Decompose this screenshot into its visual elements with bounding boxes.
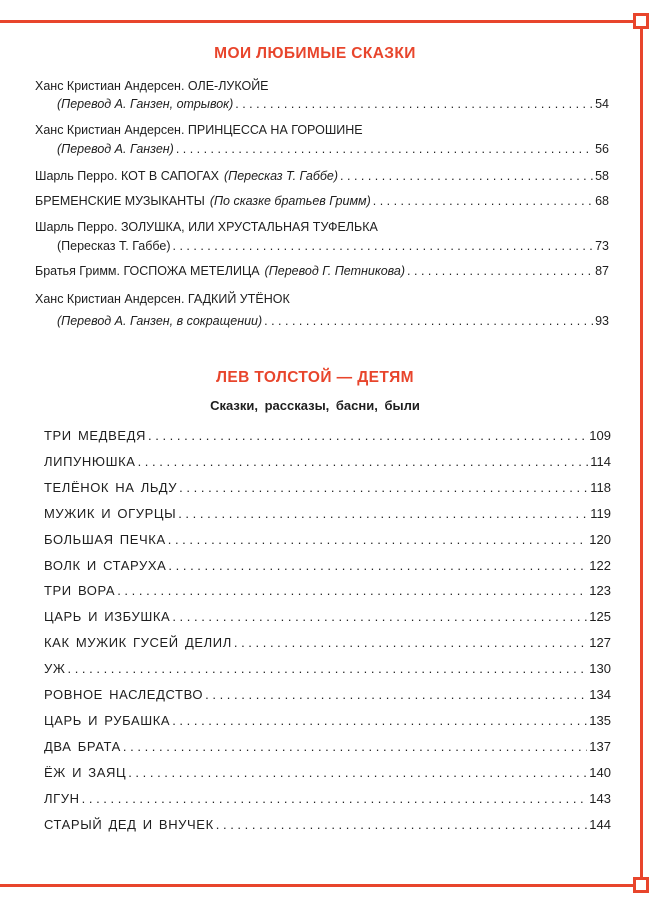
entry-title: БОЛЬШАЯ ПЕЧКА bbox=[44, 531, 166, 547]
entry-title: ЛГУН bbox=[44, 790, 80, 806]
entry-title: УЖ bbox=[44, 661, 66, 677]
leader-dots bbox=[168, 532, 588, 548]
entry-note: (Перевод А. Ганзен) bbox=[57, 142, 174, 156]
entry-title: Шарль Перро. КОТ В САПОГАХ bbox=[35, 169, 219, 183]
entry-title: Шарль Перро. ЗОЛУШКА, ИЛИ ХРУСТАЛЬНАЯ ТУФЕЛЬКА bbox=[35, 220, 378, 234]
toc-entry[interactable] bbox=[44, 687, 611, 703]
entry-title: ТЕЛЁНОК НА ЛЬДУ bbox=[44, 479, 178, 495]
page-number: 135 bbox=[589, 712, 611, 728]
frame-right-border bbox=[640, 20, 643, 884]
leader-dots bbox=[172, 713, 587, 729]
page-number: 143 bbox=[589, 790, 611, 806]
section-subtitle: Сказки, рассказы, басни, были bbox=[210, 398, 420, 413]
leader-dots bbox=[168, 558, 587, 574]
leader-dots bbox=[82, 791, 588, 807]
page-number: 134 bbox=[589, 687, 611, 702]
leader-dots bbox=[216, 817, 588, 833]
page-number: 56 bbox=[595, 142, 609, 156]
entry-note: (Перевод А. Ганзен, в сокращении) bbox=[57, 314, 263, 328]
page-number: 58 bbox=[595, 169, 609, 183]
section-title-tolstoy: ЛЕВ ТОЛСТОЙ — ДЕТЯМ bbox=[216, 369, 414, 386]
toc-entry[interactable] bbox=[44, 558, 611, 574]
toc-entry[interactable] bbox=[44, 791, 611, 807]
entry-note: (Перевод Г. Петникова) bbox=[264, 264, 406, 278]
leader-dots bbox=[407, 263, 593, 279]
page-number: 87 bbox=[595, 264, 609, 278]
page-number: 120 bbox=[589, 531, 611, 547]
entry-title: БРЕМЕНСКИЕ МУЗЫКАНТЫ bbox=[35, 194, 205, 208]
toc-entry[interactable] bbox=[44, 454, 611, 470]
toc-entry[interactable] bbox=[44, 480, 611, 496]
toc-entry[interactable] bbox=[44, 765, 611, 781]
frame-bottom-border bbox=[0, 884, 643, 887]
leader-dots bbox=[373, 193, 593, 209]
entry-title: ЦАРЬ И ИЗБУШКА bbox=[44, 609, 171, 625]
entry-title: Ханс Кристиан Андерсен. ГАДКИЙ УТЁНОК bbox=[35, 292, 290, 306]
entry-title: КАК МУЖИК ГУСЕЙ ДЕЛИЛ bbox=[44, 635, 232, 651]
frame-corner-ornament bbox=[633, 877, 649, 893]
entry-title: РОВНОЕ НАСЛЕДСТВО bbox=[44, 687, 204, 702]
entry-title: МУЖИК И ОГУРЦЫ bbox=[44, 505, 177, 521]
toc-entry[interactable] bbox=[44, 635, 611, 651]
toc-entry[interactable] bbox=[44, 583, 611, 599]
leader-dots bbox=[148, 428, 587, 444]
page-number: 125 bbox=[589, 609, 611, 625]
page-number: 144 bbox=[589, 816, 611, 832]
page-number: 73 bbox=[595, 239, 609, 253]
page-number: 109 bbox=[589, 428, 611, 443]
leader-dots bbox=[67, 661, 587, 677]
toc-entry[interactable] bbox=[44, 532, 611, 548]
page-number: 68 bbox=[595, 194, 609, 208]
entry-note: (Перевод А. Ганзен, отрывок) bbox=[57, 97, 234, 111]
entry-title: ДВА БРАТА bbox=[44, 738, 121, 754]
toc-entry[interactable] bbox=[44, 428, 611, 444]
leader-dots bbox=[234, 635, 587, 651]
entry-note: (По сказке братьев Гримм) bbox=[209, 194, 371, 208]
entry-title: Ханс Кристиан Андерсен. ПРИНЦЕССА НА ГОРОШИНЕ bbox=[35, 123, 363, 137]
entry-note: (Пересказ Т. Габбе) bbox=[224, 169, 339, 183]
page-number: 54 bbox=[595, 97, 609, 111]
leader-dots bbox=[117, 583, 587, 599]
leader-dots bbox=[340, 168, 593, 184]
entry-title: Ханс Кристиан Андерсен. ОЛЕ-ЛУКОЙЕ bbox=[35, 79, 269, 93]
leader-dots bbox=[178, 506, 588, 522]
leader-dots bbox=[179, 480, 588, 496]
leader-dots bbox=[264, 313, 593, 329]
entry-note: (Пересказ Т. Габбе) bbox=[57, 239, 171, 253]
toc-entry[interactable] bbox=[44, 609, 611, 625]
leader-dots bbox=[172, 609, 587, 625]
entry-title: ТРИ ВОРА bbox=[44, 583, 116, 599]
leader-dots bbox=[138, 454, 589, 470]
leader-dots bbox=[123, 739, 587, 755]
entry-title: ЁЖ И ЗАЯЦ bbox=[44, 764, 127, 780]
leader-dots bbox=[173, 238, 594, 254]
entry-title: ТРИ МЕДВЕДЯ bbox=[44, 428, 147, 443]
entry-title: СТАРЫЙ ДЕД И ВНУЧЕК bbox=[44, 816, 214, 832]
page-number: 118 bbox=[590, 479, 611, 495]
page-number: 130 bbox=[589, 661, 611, 677]
toc-entry[interactable] bbox=[44, 661, 611, 677]
toc-entry[interactable] bbox=[44, 739, 611, 755]
entry-title: ЦАРЬ И РУБАШКА bbox=[44, 712, 171, 728]
frame-top-border bbox=[0, 20, 640, 23]
page-number: 93 bbox=[595, 314, 609, 328]
frame-corner-ornament bbox=[633, 13, 649, 29]
leader-dots bbox=[205, 687, 587, 703]
entry-title: ВОЛК И СТАРУХА bbox=[44, 557, 167, 573]
entry-title: ЛИПУНЮШКА bbox=[44, 453, 136, 469]
page-number: 137 bbox=[589, 738, 611, 754]
page-number: 127 bbox=[589, 635, 611, 651]
entry-title: Братья Гримм. ГОСПОЖА МЕТЕЛИЦА bbox=[35, 264, 260, 278]
page-number: 114 bbox=[590, 453, 611, 469]
leader-dots bbox=[235, 96, 593, 112]
page-number: 119 bbox=[590, 505, 611, 521]
toc-entry[interactable] bbox=[44, 817, 611, 833]
leader-dots bbox=[176, 141, 593, 157]
toc-entry[interactable] bbox=[44, 506, 611, 522]
page-number: 140 bbox=[589, 764, 611, 780]
toc-entry[interactable] bbox=[44, 713, 611, 729]
page-number: 123 bbox=[589, 583, 611, 599]
section-title-favorite-tales: МОИ ЛЮБИМЫЕ СКАЗКИ bbox=[214, 45, 416, 62]
leader-dots bbox=[128, 765, 587, 781]
page-number: 122 bbox=[589, 557, 611, 573]
